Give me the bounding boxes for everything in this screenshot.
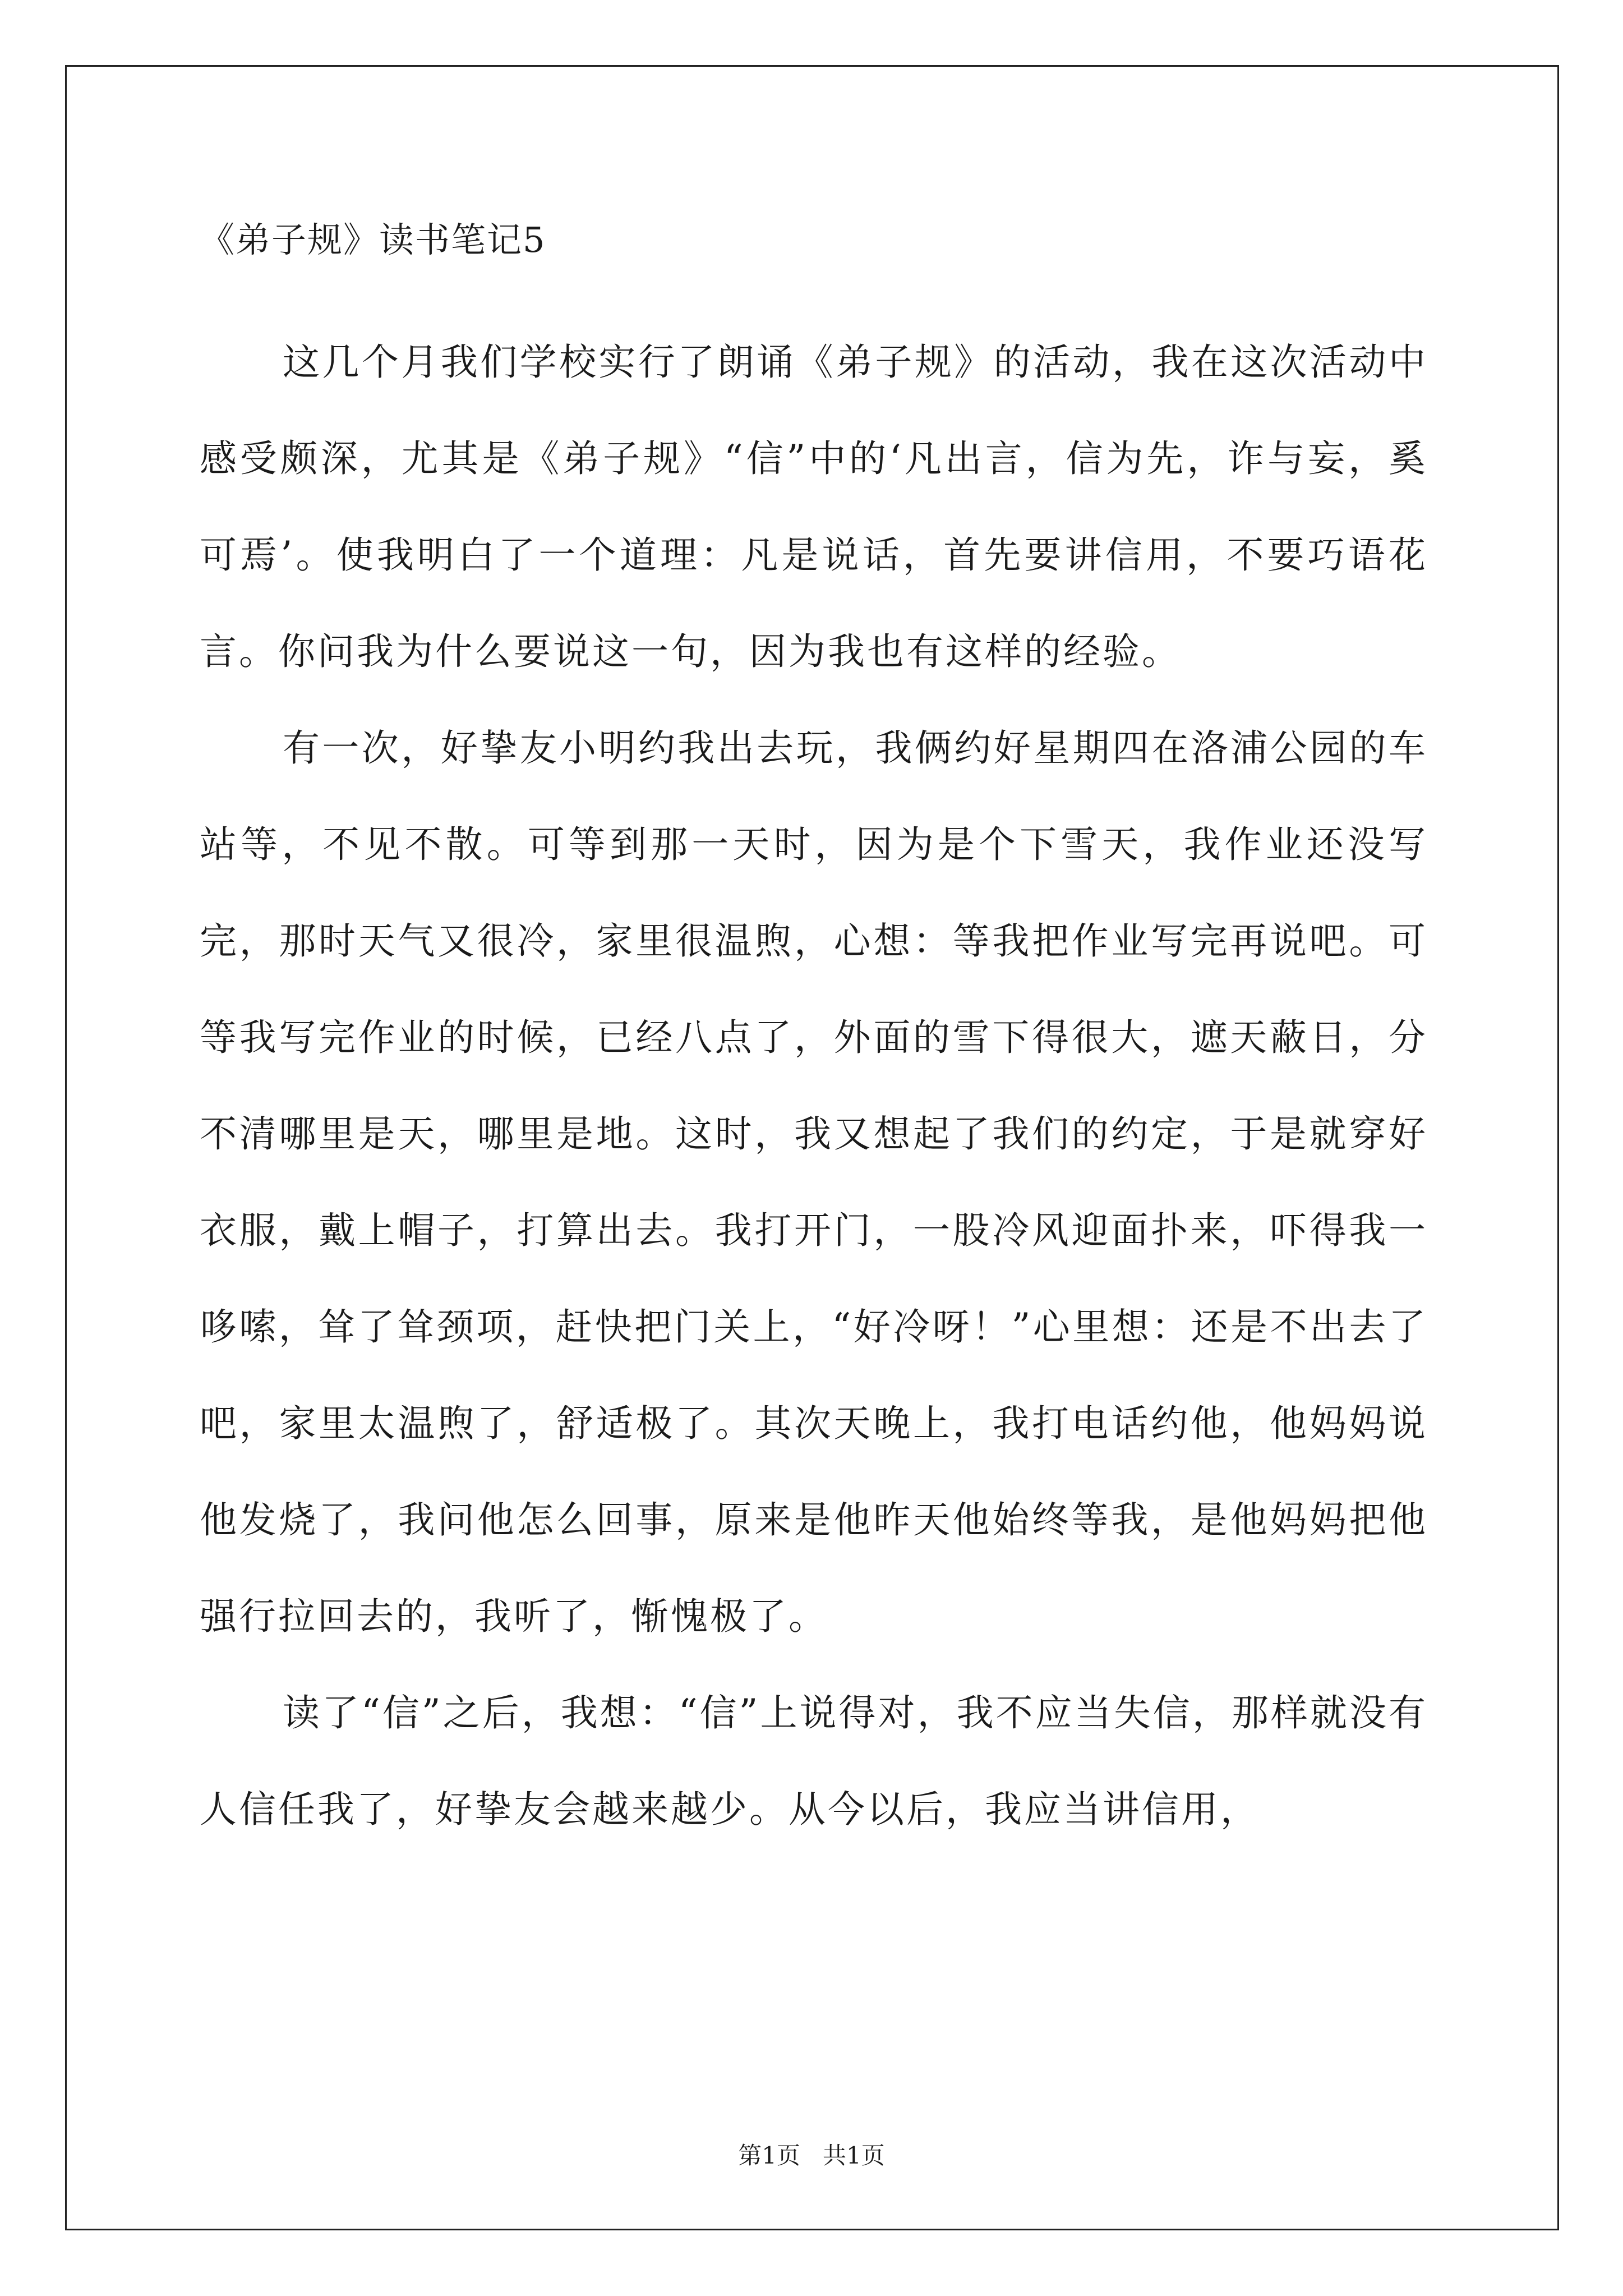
- document-body: [200, 314, 1428, 1858]
- paragraph-intro: 这几个月我们学校实行了朗诵《弟子规》的活动，我在这次活动中感受颇深，尤其是《弟子规》“信”中的‘凡出言，信为先，诈与妄，奚可焉’。使我明白了一个道理：凡是说话，首先要讲信用，不要巧语花言。你问我为什么要说这一句，因为我也有这样的经验。: [200, 341, 1428, 673]
- paragraph-reflection: 读了“信”之后，我想：“信”上说得对，我不应当失信，那样就没有人信任我了，好挚友会越来越少。从今以后，我应当讲信用，: [200, 1691, 1428, 1831]
- document-title: 《弟子规》读书笔记5: [200, 219, 546, 260]
- paragraph-story: 有一次，好挚友小明约我出去玩，我俩约好星期四在洛浦公园的车站等，不见不散。可等到那一天时，因为是个下雪天，我作业还没写完，那时天气又很冷，家里很温煦，心想：等我把作业写完再说吧。可等我写完作业的时候，已经八点了，外面的雪下得很大，遮天蔽日，分不清哪里是天，哪里是地。这时，我又想起了我们的约定，于是就穿好衣服，戴上帽子，打算出去。我打开门，一股冷风迎面扑来，吓得我一哆嗦，耸了耸颈项，赶快把门关上，“好冷呀！”心里想：还是不出去了吧，家里太温煦了，舒适极了。其次天晚上，我打电话约他，他妈妈说他发烧了，我问他怎么回事，原来是他昨天他始终等我，是他妈妈把他强行拉回去的，我听了，惭愧极了。: [200, 726, 1428, 1638]
- page-footer: 第1页 共1页: [738, 2142, 885, 2169]
